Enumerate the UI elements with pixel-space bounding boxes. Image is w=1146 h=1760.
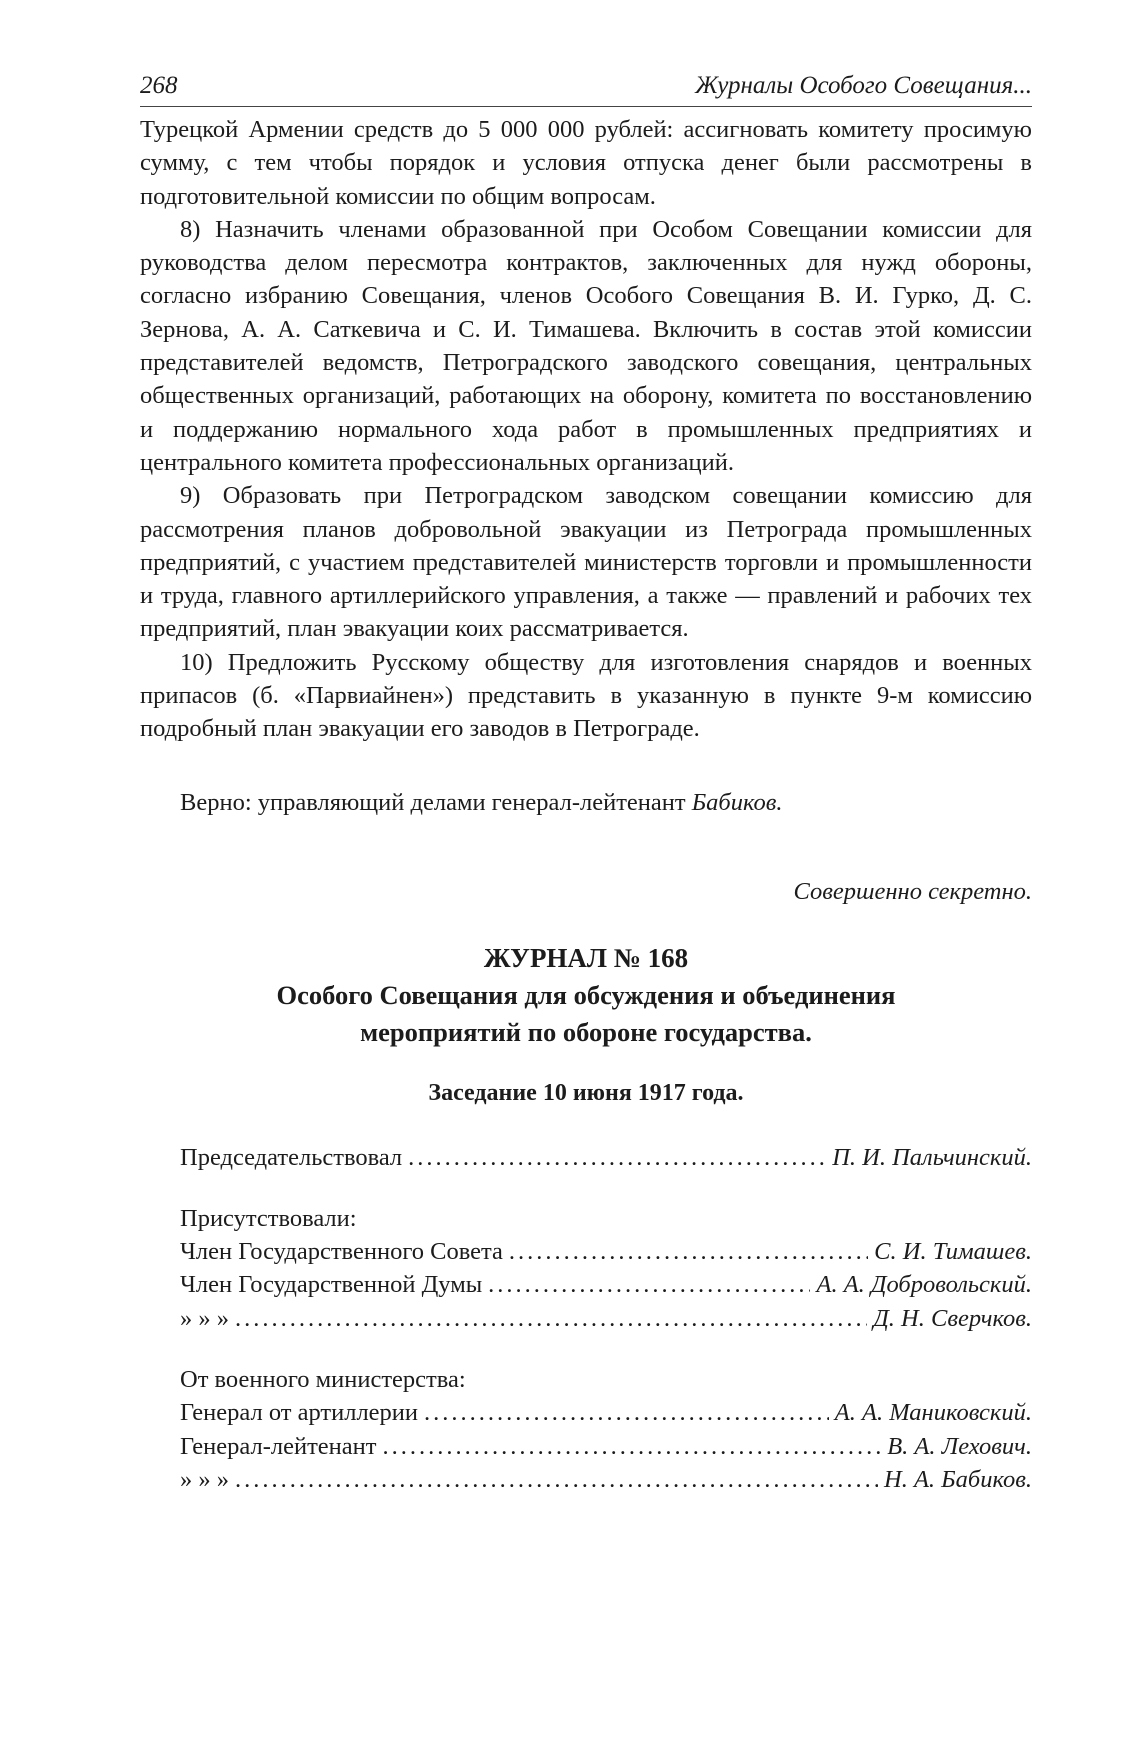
roster-row: [180, 1302, 1032, 1335]
present-heading: Присутствовали:: [180, 1204, 357, 1232]
chair-row: [180, 1141, 1032, 1174]
roster-name: Н. А. Бабиков.: [884, 1465, 1032, 1493]
roster-name: Д. Н. Сверчков.: [873, 1304, 1032, 1332]
roster-role: » » »: [180, 1465, 229, 1493]
dot-leader: [382, 1430, 881, 1463]
running-title: Журналы Особого Совещания...: [695, 72, 1032, 99]
dot-leader: [509, 1235, 868, 1268]
classification-mark: Совершенно секретно.: [793, 877, 1032, 905]
roster-role: Член Государственной Думы: [180, 1271, 483, 1299]
roster-row: [180, 1430, 1032, 1463]
running-header: [140, 70, 1032, 107]
roster-row: [180, 1396, 1032, 1429]
journal-title: ЖУРНАЛ № 168: [483, 943, 689, 974]
paragraph-item-9: 9) Образовать при Петроградском заводском совещании комиссию для рассмотрения планов добровольной эвакуации из Петрограда промышленных предприятий, с участием представителей министерств торговли и промышленности и труда, главного артиллерийского управления, а также — правлений и рабочих тех предприятий, план эвакуации коих рассматривается.: [140, 482, 1032, 643]
attendance-roster: [180, 1141, 1032, 1497]
dot-leader: [408, 1141, 826, 1174]
military-heading: От военного министерства:: [180, 1366, 466, 1394]
paragraph-item-10: 10) Предложить Русскому обществу для изготовления снарядов и военных припасов (б. «Парвиайнен») представить в указанную в пункте 9-м комиссию подробный план эвакуации его заводов в Петрограде.: [140, 648, 1032, 743]
journal-subtitle-line-2: мероприятий по обороне государства.: [360, 1017, 812, 1048]
roster-row: [180, 1463, 1032, 1496]
roster-name: В. А. Лехович.: [887, 1432, 1032, 1460]
signature-name: Бабиков.: [691, 788, 783, 816]
dot-leader: [488, 1268, 810, 1301]
roster-role: Член Государственного Совета: [180, 1238, 503, 1266]
roster-name: А. А. Маниковский.: [834, 1399, 1032, 1427]
dot-leader: [235, 1302, 867, 1335]
book-page: [140, 70, 1032, 1524]
chair-role: Председательствовал: [180, 1143, 403, 1171]
roster-row: [180, 1235, 1032, 1268]
roster-role: Генерал от артиллерии: [180, 1399, 419, 1427]
present-group: [180, 1202, 1032, 1335]
chair-name: П. И. Пальчинский.: [832, 1143, 1032, 1171]
session-date: Заседание 10 июня 1917 года.: [428, 1080, 744, 1107]
paragraph-item-8: 8) Назначить членами образованной при Особом Совещании комиссии для руководства делом пересмотра контрактов, заключенных для нужд обороны, согласно избранию Совещания, членов Особого Совещания В. И. Гурко, Д. С. Зернова, А. А. Саткевича и С. И. Тимашева. Включить в состав этой комиссии представителей ведомств, Петроградского заводского совещания, центральных общественных организаций, работающих на оборону, комитета по восстановлению и поддержанию нормального хода работ в промышленных предприятиях и центрального комитета профессиональных организаций.: [140, 215, 1032, 476]
roster-row: [180, 1268, 1032, 1301]
journal-subtitle-line-1: Особого Совещания для обсуждения и объединения: [276, 980, 896, 1011]
roster-role: » » »: [180, 1304, 229, 1332]
dot-leader: [424, 1396, 829, 1429]
chair-group: [180, 1141, 1032, 1174]
signature-prefix: Верно: управляющий делами генерал-лейтенант: [180, 788, 686, 816]
roster-name: А. А. Добровольский.: [816, 1271, 1032, 1299]
roster-name: С. И. Тимашев.: [874, 1238, 1032, 1266]
page-number: 268: [140, 72, 178, 99]
paragraph-continuation: Турецкой Армении средств до 5 000 000 рублей: ассигновать комитету просимую сумму, с тем чтобы порядок и условия отпуска денег были рассмотрены в подготовительной комиссии по общим вопросам.: [140, 116, 1032, 210]
military-group: [180, 1363, 1032, 1496]
roster-role: Генерал-лейтенант: [180, 1432, 377, 1460]
certification-signature: [140, 786, 1032, 819]
dot-leader: [235, 1463, 878, 1496]
